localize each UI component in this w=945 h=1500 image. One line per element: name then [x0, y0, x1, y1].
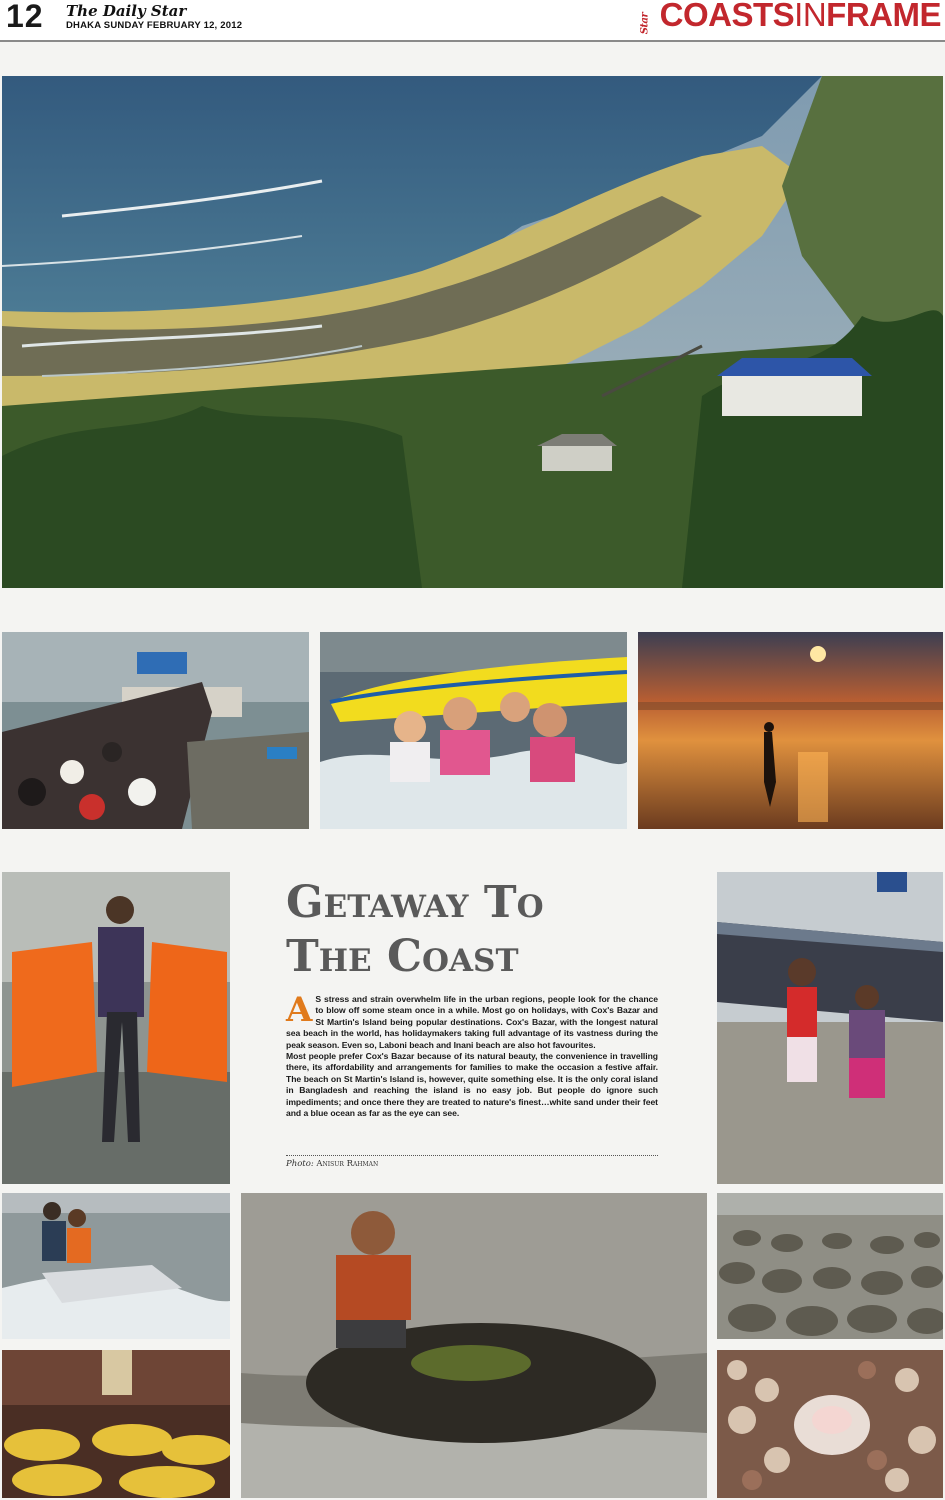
life-jacket-vendor-photo [2, 872, 230, 1184]
credit-name: Anisur Rahman [316, 1159, 379, 1169]
article-headline [286, 876, 706, 984]
section-logo: Star [639, 12, 651, 35]
child-with-coral-rock-photo [241, 1193, 707, 1498]
photo-credit [286, 1159, 378, 1169]
dateline: DHAKA SUNDAY FEBRUARY 12, 2012 [66, 20, 243, 31]
credit-divider [286, 1155, 658, 1156]
section-title-right: FRAME [826, 0, 941, 33]
headline-line2: The Coast [286, 931, 519, 982]
hero-coastline-photo [2, 76, 943, 588]
pier-crowd-photo [2, 632, 309, 829]
article-paragraph-1: S stress and strain overwhelm life in the urban regions, people look for the chance to blow off some steam once in a while. Most go on holidays, with Cox's Bazar and St Martin's Island being popular destinations. Cox's Bazar, with the longest natural sea beach in the world, has holidaymakers taking full advantage of its vastness during the peak season. Even so, Laboni beach and Inani beach are also hot favourites. [286, 994, 658, 1050]
page-number: 12 [6, 0, 44, 34]
dried-fish-stall-photo [2, 1350, 230, 1498]
children-running-photo [717, 872, 943, 1184]
seashells-photo [717, 1350, 943, 1498]
drop-cap: A [286, 990, 313, 1030]
article-body [286, 990, 658, 1119]
coral-stones-photo [717, 1193, 943, 1339]
sunset-beach-photo [638, 632, 943, 829]
section-title [634, 0, 941, 34]
masthead: The Daily Star [66, 2, 187, 20]
headline-line1: Getaway To [286, 877, 544, 928]
section-title-mid: IN [794, 0, 827, 33]
jet-ski-photo [2, 1193, 230, 1339]
credit-label: Photo: [286, 1159, 314, 1169]
section-title-left: COASTS [659, 0, 795, 33]
banana-boat-photo [320, 632, 627, 829]
article-paragraph-2: Most people prefer Cox's Bazar because of its natural beauty, the convenience in travelling there, its affordability and arrangements for families to make the occasion a festive affair. The beach on St Martin's Island is, however, quite something else. It is the only coral island in Bangladesh and reaching the island is no easy job. But people do ignore such impediments; and once there they are treated to nature's finest…white sand under their feet and a blue ocean as far as the eye can see. [286, 1051, 658, 1119]
